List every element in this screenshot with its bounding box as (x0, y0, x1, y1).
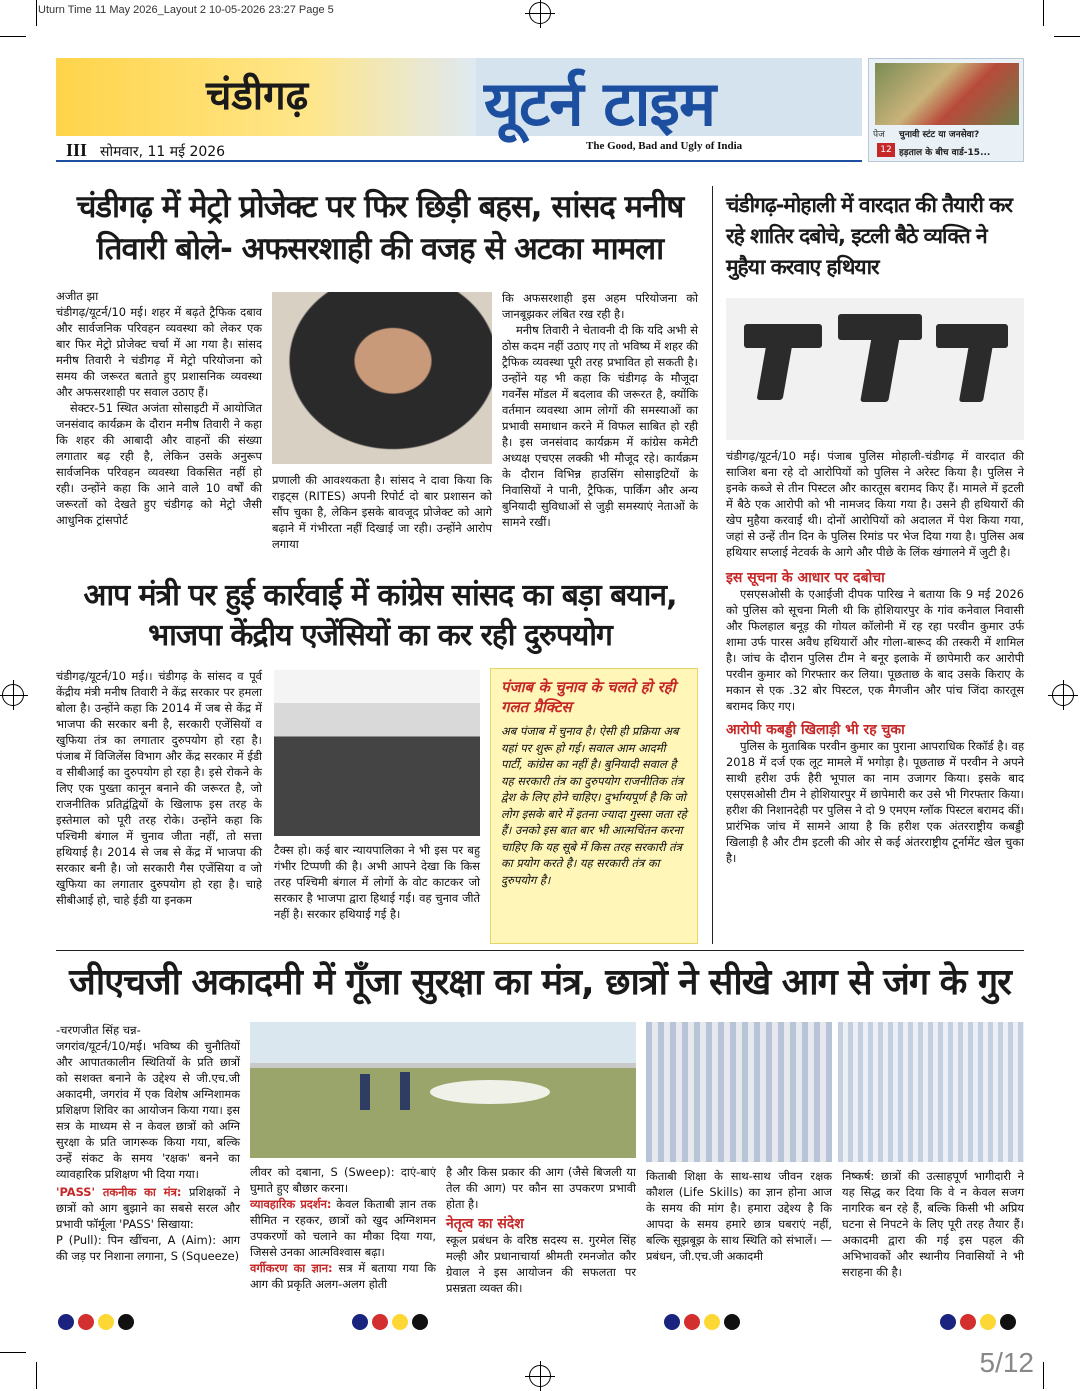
ghg-paragraph: लीवर को दबाना, S (Sweep): दाएं-बाएं घुमाते हुए बौछार करना। (250, 1165, 436, 1195)
demo-heading: व्यावहारिक प्रदर्शन: (250, 1197, 332, 1211)
arms-body (726, 448, 1024, 866)
metro-byline: अजीत झा (56, 289, 99, 303)
metro-paragraph: प्रणाली की आवश्यकता है। सांसद ने दावा किया कि राइट्स (RITES) अपनी रिपोर्ट दो बार प्रशासन को सौंप चुका है, लेकिन इसके बावजूद प्रोजेक्ट को आगे बढ़ाने में गंभीरता नहीं दिखाई जा रही। उन्होंने आरोप लगाया (272, 473, 492, 551)
section-rule (56, 950, 1024, 951)
arms-subhead: इस सूचना के आधार पर दबोचा (726, 570, 885, 586)
ghg-byline: -चरणजीत सिंह चन्न- (56, 1023, 141, 1037)
column-rule (712, 186, 713, 944)
metro-paragraph: मनीष तिवारी ने चेतावनी दी कि यदि अभी से ठोस कदम नहीं उठाए गए तो भविष्य में शहर की ट्रैफिक व्यवस्था पूरी तरह प्रभावित हो सकती है। उन्होंने यह भी कहा कि चंडीगढ़ के मौजूदा गवर्नेंस मॉडल में बदलाव की जरूरत है, क्योंकि वर्तमान व्यवस्था आम लोगों की समस्याओं का प्रभावी समाधान करने में विफल साबित हो रही है। इस जनसंवाद कार्यक्रम में कांग्रेस कमेटी अध्यक्ष एचएस लक्की भी मौजूद रहे। कार्यक्रम के दौरान विभिन्न हाउसिंग सोसाइटियों के निवासियों ने पानी, ट्रैफिक, पार्किंग और अन्य बुनियादी सुविधाओं से जुड़ी समस्याएं नेताओं के सामने रखीं। (502, 323, 698, 529)
aap-sidebar-box (490, 668, 698, 944)
teaser-photo (875, 63, 1019, 125)
class-text: सत्र में बताया गया कि आग की प्रकृति अलग-अलग होती (250, 1261, 436, 1291)
student-figure (400, 1072, 410, 1110)
dateline: सोमवार, 11 मई 2026 (100, 144, 226, 160)
crop-mark (0, 36, 26, 37)
color-registration-bar (352, 1314, 432, 1334)
color-registration-bar (664, 1314, 744, 1334)
pass-text: प्रशिक्षकों ने छात्रों को आग बुझाने का सबसे सरल और प्रभावी फॉर्मूला 'PASS' सिखाया: (56, 1185, 240, 1231)
metro-column-1 (56, 288, 262, 528)
crop-mark (1043, 0, 1044, 26)
ghg-conclusion: निष्कर्ष: छात्रों की उत्साहपूर्ण भागीदारी ने यह सिद्ध कर दिया कि वे न केवल सजग नागरिक बन रहे हैं, बल्कि किसी भी अप्रिय घटना से निपटने के लिए पूरी तरह तैयार हैं। अकादमी द्वारा की गई इस पहल की अभिभावकों और स्थानीय निवासियों ने भी सराहना की है। (842, 1169, 1024, 1279)
pass-list: P (Pull): पिन खींचना, A (Aim): आग की जड़ पर निशाना लगाना, S (Squeeze) (56, 1233, 240, 1263)
aap-column-2 (274, 842, 480, 922)
aap-column-1 (56, 668, 262, 908)
tagline: The Good, Bad and Ugly of India (586, 140, 743, 152)
crop-mark (0, 1352, 26, 1353)
metro-paragraph: चंडीगढ़/यूटर्न/10 मई। शहर में बढ़ते ट्रैफिक दबाव और सार्वजनिक परिवहन व्यवस्था को लेकर एक बार फिर मेट्रो प्रोजेक्ट चर्चा में आ गया है। सांसद मनीष तिवारी ने चंडीगढ़ में मेट्रो परियोजना को समय की जरूरत बताते हुए प्रशासनिक व्यवस्था और अफसरशाही पर सवाल उठाए हैं। (56, 305, 262, 399)
registration-mark-icon (529, 1365, 551, 1387)
box-heading-2: गलत प्रैक्टिस (501, 698, 572, 716)
page-teaser[interactable] (868, 58, 1024, 162)
print-slug: Uturn Time 11 May 2026_Layout 2 10-05-2026 23:27 Page 5 (38, 4, 334, 16)
color-registration-bar (940, 1314, 1020, 1334)
seized-pistols-photo (726, 298, 1024, 440)
crop-mark (36, 1362, 37, 1389)
box-text: अब पंजाब में चुनाव है। ऐसी ही प्रक्रिया अब यहां पर शुरू हो गई। सवाल आम आदमी पार्टी, कांग्रेस का नहीं है। बुनियादी सवाल है यह सरकारी तंत्र का दुरुपयोग राजनीतिक तंत्र द्वेश के लिए होने चाहिए। दुर्भाग्यपूर्ण है कि जो लोग इसके बारे में इतना ज्यादा गुस्सा जता रहे हैं। उनको इस बात बार भी आत्मचिंतन करना चाहिए कि यह सूबे में किस तरह सरकारी तंत्र का प्रयोग करते है। यह सरकारी तंत्र का दुरुपयोग है। (501, 724, 687, 887)
registration-mark-icon (1052, 684, 1074, 706)
ghg-column-4 (646, 1168, 832, 1264)
ghg-column-2 (250, 1164, 436, 1292)
leadership-heading: नेतृत्व का संदेश (446, 1216, 524, 1232)
extinguisher-spray (430, 1080, 550, 1104)
metro-paragraph: कि अफसरशाही इस अहम परियोजना को जानबूझकर लंबित रख रही है। (502, 291, 698, 321)
aap-headline: आप मंत्री पर हुई कार्रवाई में कांग्रेस सांसद का बड़ा बयान, भाजपा केंद्रीय एजेंसियों का कर रही दुरुपयोग (83, 578, 677, 653)
ghg-quote: किताबी शिक्षा के साथ-साथ जीवन रक्षक कौशल (Life Skills) का ज्ञान होना आज के समय की मांग है। हमारा उद्देश्य है कि आपदा के समय हमारे छात्र घबराएं नहीं, बल्कि सूझबूझ के साथ स्थिति को संभालें। — प्रबंधन, जी.एच.जी अकादमी (646, 1169, 832, 1263)
crop-mark (1054, 36, 1080, 37)
teaser-page-number: 12 (877, 143, 895, 157)
teaser-line-1: चुनावी स्टंट या जनसेवा? (899, 130, 980, 140)
ghg-column-1 (56, 1022, 240, 1264)
arms-paragraph: एसएसओसी के एआईजी दीपक पारिख ने बताया कि 9 मई 2026 को पुलिस को सूचना मिली थी कि होशियारपुर के गांव कनेवाल निवासी और फिलहाल बनूड़ की गोयल कॉलोनी में रह रहा परवीन कुमार उर्फ शामा उर्फ पारस अवैध हथियारों और गोला-बारूद की तस्करी में शामिल है। जांच के दौरान पुलिस टीम ने बनूर इलाके में छापेमारी कर आरोपी परवीन कुमार को गिरफ्तार कर लिया। पूछताछ के बाद उसके किराए के मकान से एक .32 बोर पिस्टल, एक मैगजीन और पांच जिंदा कारतूस बरामद किए गए। (726, 587, 1024, 713)
registration-mark-icon (2, 684, 24, 706)
student-figure (360, 1074, 370, 1110)
arms-subhead: आरोपी कबड्डी खिलाड़ी भी रह चुका (726, 722, 905, 738)
city-name: चंडीगढ़ (206, 72, 309, 119)
arms-headline: चंडीगढ़-मोहाली में वारदात की तैयारी कर रहे शातिर दबोचे, इटली बैठे व्यक्ति ने मुहैया करवाए हथियार (726, 193, 1012, 279)
page-marker: III (66, 140, 88, 160)
pass-heading: 'PASS' तकनीक का मंत्र: (56, 1185, 182, 1199)
masthead (56, 58, 862, 162)
metro-column-2 (272, 472, 492, 552)
aap-paragraph: टैक्स हो। कई बार न्यायपालिका ने भी इस पर बहु गंभीर टिप्पणी की है। अभी आपने देखा कि किस तरह पश्चिमी बंगाल में लोगों के वोट काटकर जो सरकार है भाजपा द्वारा हिथाई गई। वह चुनाव जीते नहीं है। सरकार हथियाई गई है। (274, 843, 480, 921)
ghg-paragraph: है और किस प्रकार की आग (जैसे बिजली या तेल की आग) पर कौन सा उपकरण प्रभावी होता है। (446, 1165, 636, 1211)
color-registration-bar (58, 1314, 138, 1334)
crop-mark (36, 0, 37, 26)
metro-paragraph: सेक्टर-51 स्थित अजंता सोसाइटी में आयोजित जनसंवाद कार्यक्रम के दौरान मनीष तिवारी ने कहा कि शहर की आबादी और वाहनों की संख्या लगातार बढ़ रही है, लेकिन उसके अनुरूप सार्वजनिक परिवहन व्यवस्था विकसित नहीं हो रही। उन्होंने कहा कि आने वाले 10 वर्षों की जरूरतों को देखते हुए चंडीगढ़ को मेट्रो जैसी आधुनिक ट्रांसपोर्ट (56, 401, 262, 527)
ghg-headline: जीएचजी अकादमी में गूँजा सुरक्षा का मंत्र, छात्रों ने सीखे आग से जंग के गुर (69, 962, 1011, 1003)
aap-paragraph: चंडीगढ़/यूटर्न/10 मई।। चंडीगढ़ के सांसद व पूर्व केंद्रीय मंत्री मनीष तिवारी ने केंद्र सरकार पर हमला बोला है। उन्होंने कहा कि 2014 में जब से केंद्र में भाजपा की सरकार बनी है, सरकारी एजेंसियों व खुफिया तंत्र का लगातार दुरुपयोग हो रहा है। पंजाब में विजिलेंस विभाग और केंद्र सरकार में ईडी व सीबीआई का दुरुपयोग हो रहा है। इसे रोकने के लिए एक पुख्ता कानून बनाने की जरूरत है, जो राजनीतिक प्रतिद्वंद्वियों के खिलाफ इस तरह के इस्तेमाल को पूरी तरह रोके। उन्होंने कहा कि पश्चिमी बंगाल में चुनाव जीता नहीं, तो सत्ता हथियाई है। 2014 से जब से केंद्र में भाजपा की सरकार बनी है। जो सरकारी गैस एजेंसिया व जो खुफिया का लगातार दुरुपयोग हो रहा है। चाहे सीबीआई हो, चाहे ईडी या इनकम (56, 669, 262, 907)
teaser-line-2: हड़ताल के बीच वार्ड-15... (899, 148, 991, 158)
metro-headline: चंडीगढ़ में मेट्रो प्रोजेक्ट पर फिर छिड़ी बहस, सांसद मनीष तिवारी बोले- अफसरशाही की वजह से अटका मामला (76, 189, 684, 267)
students-assembly-photo (646, 1022, 832, 1162)
box-heading-1: पंजाब के चुनाव के चलते हो रही (501, 678, 676, 696)
press-interaction-photo (274, 670, 480, 836)
metro-column-3 (502, 290, 698, 530)
class-heading: वर्गीकरण का ज्ञान: (250, 1261, 333, 1275)
pistol-grip-icon (860, 336, 900, 402)
ghg-paragraph: स्कूल प्रबंधन के वरिष्ठ सदस्य स. गुरमेल सिंह मल्ही और प्रधानाचार्या श्रीमती रमनजोत कौर ग्रेवाल ने इस आयोजन की सफलता पर प्रसन्नता व्यक्त की। (446, 1233, 636, 1295)
ghg-column-5 (842, 1168, 1024, 1280)
ghg-column-3 (446, 1164, 636, 1296)
crop-mark (1043, 1362, 1044, 1389)
teaser-label: पेज (873, 130, 885, 140)
fire-drill-photo (250, 1022, 636, 1158)
ghg-paragraph: जगरांव/यूटर्न/10/मई। भविष्य की चुनौतियों और आपातकालीन स्थितियों के प्रति छात्रों को सशक्त बनाने के उद्देश्य से जी.एच.जी अकादमी, जगरांव में एक विशेष अग्निशामक प्रशिक्षण शिविर का आयोजन किया गया। इस सत्र के माध्यम से न केवल छात्रों को अग्नि सुरक्षा के प्रति जागरूक किया गया, बल्कि उन्हें संकट के समय 'रक्षक' बनने का व्यावहारिक प्रशिक्षण भी दिया गया। (56, 1039, 240, 1181)
registration-mark-icon (529, 2, 551, 24)
arms-paragraph: चंडीगढ़/यूटर्न/10 मई। पंजाब पुलिस मोहाली-चंडीगढ़ में वारदात की साजिश बना रहे दो आरोपियों को पुलिस ने अरेस्ट किया है। पुलिस ने इनके कब्जे से तीन पिस्टल और कारतूस बरामद किए हैं। मामले में इटली में बैठे एक आरोपी को भी नामजद किया गया है। उसने ही हथियारों की खेप मुहैया करवाई थी। दोनों आरोपियों को अदालत में पेश किया गया, जहां से उन्हें तीन दिन के पुलिस रिमांड पर भेज दिया गया है। पुलिस अब हथियार सप्लाई नेटवर्क के आगे और पीछे के लिंक खंगालने में जुटी है। (726, 449, 1024, 559)
page-counter: 5/12 (979, 1347, 1034, 1378)
students-assembly-photo-2 (838, 1022, 1024, 1162)
brand-logo: यूटर्न टाइम (484, 67, 716, 140)
masthead-rule (56, 160, 862, 162)
arms-paragraph: पुलिस के मुताबिक परवीन कुमार का पुराना आपराधिक रिकॉर्ड है। वह 2018 में दर्ज एक लूट मामले में भगोड़ा है। पूछताछ में परवीन ने अपने साथी हरीश उर्फ हैरी भूपाल का नाम उजागर किया। इसके बाद एसएसओसी टीम ने होशियारपुर में छापेमारी कर उसे भी गिरफ्तार किया। हरीश की निशानदेही पर पुलिस ने दो 9 एमएम ग्लॉक पिस्टल बरामद कीं। प्रारंभिक जांच में सामने आया है कि हरीश एक अंतरराष्ट्रीय कबड्डी खिलाड़ी है और टीम इटली की ओर से कई अंतरराष्ट्रीय टूर्नामेंट खेल चुका है। (726, 739, 1024, 865)
demo-text: केवल किताबी ज्ञान तक सीमित न रहकर, छात्रों को खुद अग्निशमन उपकरणों को चलाने का मौका दिया गया, जिससे उनका आत्मविश्वास बढ़ा। (250, 1197, 436, 1259)
pistol-grip-icon (959, 344, 993, 402)
manish-tewari-photo (272, 292, 492, 464)
